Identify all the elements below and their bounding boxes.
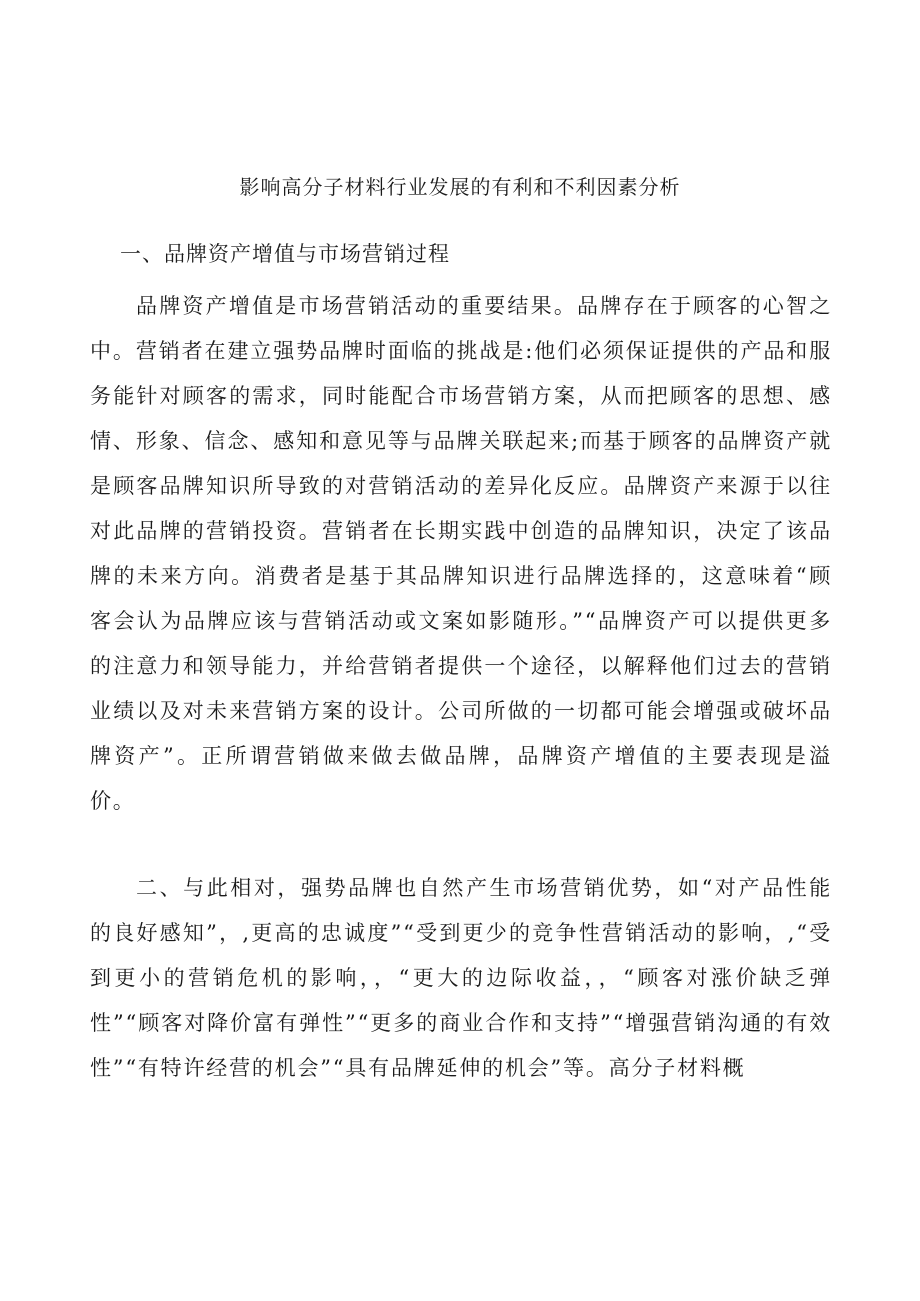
body-paragraph-marketing-advantage: 二、与此相对，强势品牌也自然产生市场营销优势，如“对产品性能的良好感知”，,更高的忠诚度”“受到更少的竞争性营销活动的影响，,“受到更小的营销危机的影响，，“更大的边际收益，，“顾客对涨价缺乏弹性”“顾客对降价富有弹性”“更多的商业合作和支持”“增强营销沟通的有效性”“有特许经营的机会”“具有品牌延伸的机会”等。高分子材料概 xyxy=(90,876,832,1080)
body-paragraph-brand-equity: 品牌资产增值是市场营销活动的重要结果。品牌存在于顾客的心智之中。营销者在建立强势品牌时面临的挑战是:他们必须保证提供的产品和服务能针对顾客的需求，同时能配合市场营销方案，从而把顾客的思想、感情、形象、信念、感知和意见等与品牌关联起来;而基于顾客的品牌资产就是顾客品牌知识所导致的对营销活动的差异化反应。品牌资产来源于以往对此品牌的营销投资。营销者在长期实践中创造的品牌知识，决定了该品牌的未来方向。消费者是基于其品牌知识进行品牌选择的，这意味着“顾客会认为品牌应该与营销活动或文案如影随形。”“品牌资产可以提供更多的注意力和领导能力，并给营销者提供一个途径，以解释他们过去的营销业绩以及对未来营销方案的设计。公司所做的一切都可能会增强或破坏品牌资产”。正所谓营销做来做去做品牌，品牌资产增值的主要表现是溢价。 xyxy=(90,294,832,813)
document-title: 影响高分子材料行业发展的有利和不利因素分析 xyxy=(239,175,681,199)
section-heading-brand-equity: 一、品牌资产增值与市场营销过程 xyxy=(120,242,450,266)
